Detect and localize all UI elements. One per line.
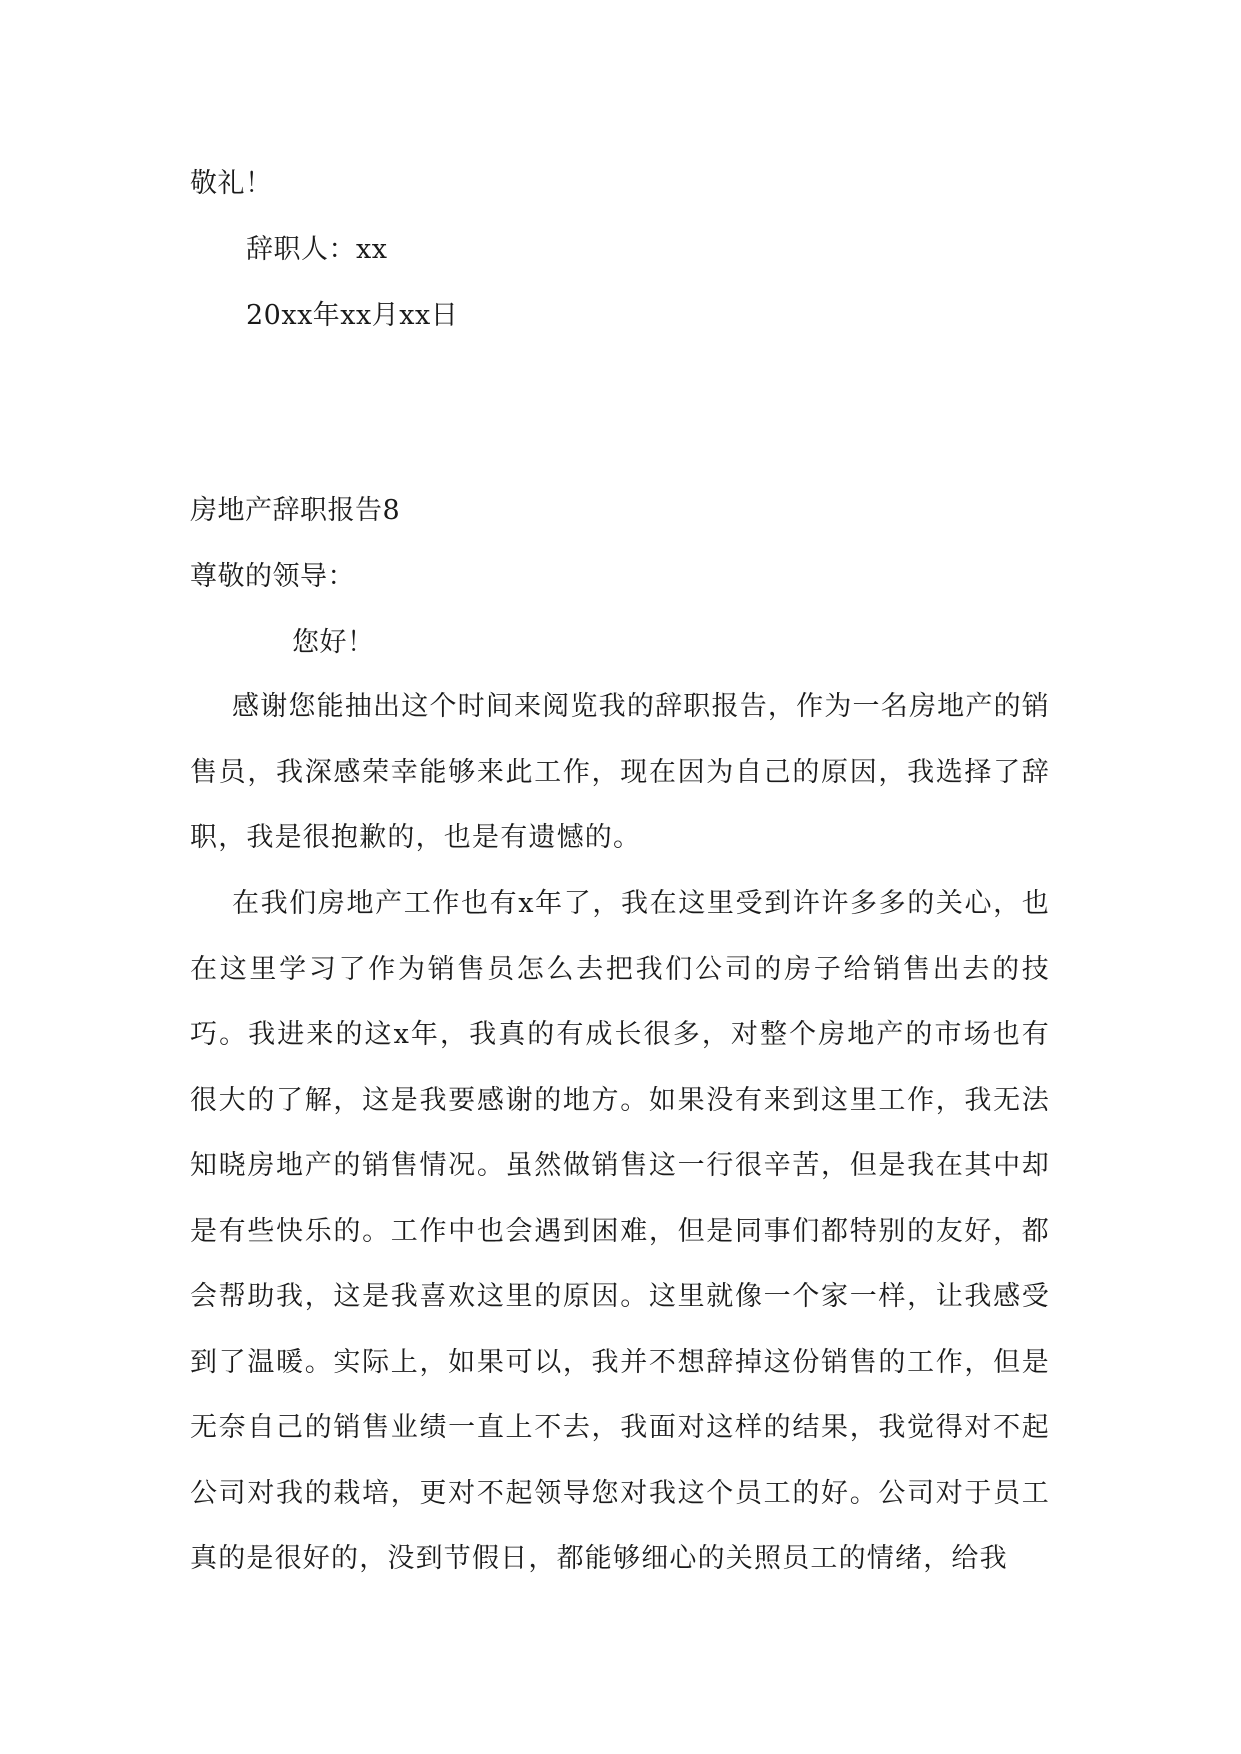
report-title: 房地产辞职报告8 — [190, 495, 401, 526]
salutation: 尊敬的领导： — [190, 561, 355, 592]
body-paragraph-1: 感谢您能抽出这个时间来阅览我的辞职报告，作为一名房地产的销售员，我深感荣幸能够来此工作，现在因为自己的原因，我选择了辞职，我是很抱歉的，也是有遗憾的。 — [190, 691, 1050, 853]
body-paragraph-2: 在我们房地产工作也有x年了，我在这里受到许许多多的关心，也在这里学习了作为销售员怎么去把我们公司的房子给销售出去的技巧。我进来的这x年，我真的有成长很多，对整个房地产的市场也有很大的了解，这是我要感谢的地方。如果没有来到这里工作，我无法知晓房地产的销售情况。虽然做销售这一行很辛苦，但是我在其中却是有些快乐的。工作中也会遇到困难，但是同事们都特别的友好，都会帮助我，这是我喜欢这里的原因。这里就像一个家一样，让我感受到了温暖。实际上，如果可以，我并不想辞掉这份销售的工作，但是无奈自己的销售业绩一直上不去，我面对这样的结果，我觉得对不起公司对我的栽培，更对不起领导您对我这个员工的好。公司对于员工真的是很好的，没到节假日，都能够细心的关照员工的情绪，给我 — [190, 888, 1050, 1574]
closing-salutation: 敬礼！ — [190, 168, 273, 199]
resignee-signature: 辞职人：xx — [246, 234, 388, 265]
greeting: 您好！ — [292, 627, 375, 658]
signature-date: 20xx年xx月xx日 — [246, 300, 459, 331]
